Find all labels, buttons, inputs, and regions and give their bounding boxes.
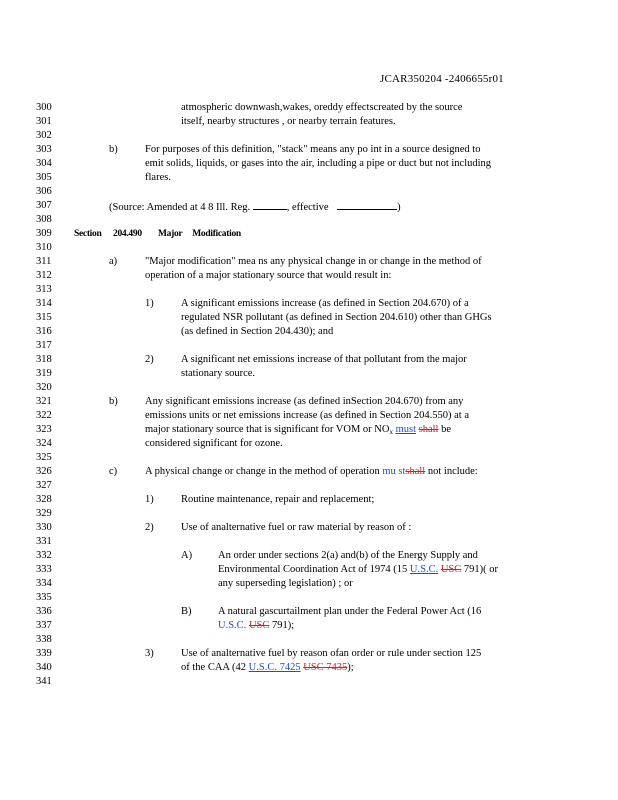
line-text: stationary source.: [181, 368, 256, 379]
line-text: For purposes of this definition, "stack" means any po int in a source designed to: [145, 144, 481, 155]
text-line-323: [0, 423, 618, 437]
item-label: c): [109, 466, 118, 477]
line-text: Use of analternative fuel or raw material by reason of :: [181, 522, 412, 533]
line-number-text: 304: [36, 158, 52, 169]
line-number-text: 315: [36, 312, 52, 323]
line-text: Any significant emissions increase (as defined inSection 204.670) from any: [145, 396, 464, 407]
deleted-text: shall: [405, 466, 426, 477]
item-label: 2): [145, 522, 154, 533]
line-number: [0, 675, 618, 689]
section-heading: [0, 227, 618, 241]
text-line-303: [0, 143, 618, 157]
line-number-text: 333: [36, 564, 52, 575]
line-number-text: 323: [36, 424, 52, 435]
line-number: [0, 633, 618, 647]
line-text: regulated NSR pollutant (as defined in Section 204.610) other than GHGs: [181, 312, 492, 323]
text-line-326: [0, 465, 618, 479]
line-number-text: 306: [36, 186, 52, 197]
line-number-text: 325: [36, 452, 52, 463]
line-number: [0, 535, 618, 549]
line-number-text: 331: [36, 536, 52, 547]
line-number: [0, 129, 618, 143]
line-text: atmospheric downwash,wakes, oreddy effectscreated by the source: [181, 102, 463, 113]
line-number: [0, 213, 618, 227]
inserted-text: mu st: [382, 466, 406, 477]
text-line-333: [0, 563, 618, 577]
line-text: An order under sections 2(a) and(b) of the Energy Supply and: [218, 550, 478, 561]
line-number-text: 314: [36, 298, 52, 309]
line-number-text: 332: [36, 550, 52, 561]
text-line-311: [0, 255, 618, 269]
line-number: [0, 507, 618, 521]
line-number: [0, 479, 618, 493]
section-label: Section: [74, 229, 102, 239]
item-label: 2): [145, 354, 154, 365]
line-number-text: 310: [36, 242, 52, 253]
line-text-part: 791)( or: [463, 564, 499, 575]
deleted-text: shall: [418, 424, 439, 435]
line-number-text: 328: [36, 494, 52, 505]
line-number-text: 309: [36, 228, 52, 239]
line-number: [0, 591, 618, 605]
line-text: any superseding legislation) ; or: [218, 578, 353, 589]
text-line-301: [0, 115, 618, 129]
line-text-part: not include:: [427, 466, 478, 477]
line-number-text: 341: [36, 676, 52, 687]
line-text: emissions units or net emissions increase (as defined in Section 204.550) at a: [145, 410, 469, 421]
text-line-322: [0, 409, 618, 423]
line-text-part: major stationary source that is significant for VOM or NO: [145, 424, 390, 435]
line-number-text: 308: [36, 214, 52, 225]
line-number-text: 335: [36, 592, 52, 603]
text-line-318: [0, 353, 618, 367]
text-line-324: [0, 437, 618, 451]
line-text: operation of a major stationary source that would result in:: [145, 270, 392, 281]
line-number-text: 311: [36, 256, 52, 267]
inserted-text: must: [395, 424, 417, 435]
line-text: [145, 465, 478, 479]
source-note-effective: , effective: [286, 202, 329, 213]
line-number: [0, 185, 618, 199]
line-number-text: 320: [36, 382, 52, 393]
line-number-text: 307: [36, 200, 52, 211]
line-text: "Major modification" mea ns any physical change in or change in the method of: [145, 256, 482, 267]
line-number: [0, 283, 618, 297]
line-text: flares.: [145, 172, 171, 183]
line-number-text: 327: [36, 480, 52, 491]
register-blank: [253, 199, 287, 210]
line-number-text: 318: [36, 354, 52, 365]
line-number-text: 324: [36, 438, 52, 449]
line-number-text: 319: [36, 368, 52, 379]
text-line-340: [0, 661, 618, 675]
text-line-307: [0, 199, 618, 213]
section-number: 204.490: [113, 229, 142, 239]
line-text-part: of the CAA (42: [181, 662, 247, 673]
line-text: A natural gascurtailment plan under the Federal Power Act (16: [218, 606, 482, 617]
text-line-334: [0, 577, 618, 591]
text-line-330: [0, 521, 618, 535]
effective-date-blank: [337, 199, 397, 210]
source-note-text: (Source: Amended at 4 8 Ill. Reg.: [109, 202, 251, 213]
deleted-text: USC: [440, 564, 462, 575]
text-line-316: [0, 325, 618, 339]
item-label: 1): [145, 494, 154, 505]
line-text-part: );: [347, 662, 354, 673]
item-label: a): [109, 256, 118, 267]
line-text-part: A physical change or change in the method of operation: [145, 466, 380, 477]
line-number-text: 303: [36, 144, 52, 155]
deleted-text: USC 7435: [303, 662, 348, 673]
line-number-text: 301: [36, 116, 52, 127]
line-text: emit solids, liquids, or gases into the air, including a pipe or duct but not including: [145, 158, 492, 169]
line-number-text: 334: [36, 578, 52, 589]
item-label: A): [181, 550, 193, 561]
inserted-text: U.S.C.: [409, 564, 439, 575]
subscript-x: x: [389, 428, 393, 436]
line-text: [218, 619, 294, 633]
source-note: [109, 199, 401, 215]
line-number-text: 326: [36, 466, 52, 477]
line-number-text: 338: [36, 634, 52, 645]
line-number-text: 316: [36, 326, 52, 337]
item-label: B): [181, 606, 192, 617]
inserted-text: U.S.C.: [218, 620, 247, 631]
line-number-text: 330: [36, 522, 52, 533]
line-text-part: be: [441, 424, 452, 435]
text-line-328: [0, 493, 618, 507]
line-number-text: 305: [36, 172, 52, 183]
line-number-text: 300: [36, 102, 52, 113]
text-line-339: [0, 647, 618, 661]
line-number-text: 339: [36, 648, 52, 659]
item-label: b): [109, 396, 118, 407]
line-number-text: 312: [36, 270, 52, 281]
line-number: [0, 241, 618, 255]
line-number-text: 329: [36, 508, 52, 519]
line-text-part: 791);: [272, 620, 295, 631]
text-line-304: [0, 157, 618, 171]
line-text: itself, nearby structures , or nearby terrain features.: [181, 116, 396, 127]
line-number-text: 321: [36, 396, 52, 407]
item-label: 1): [145, 298, 154, 309]
line-text: (as defined in Section 204.430); and: [181, 326, 334, 337]
line-number-text: 302: [36, 130, 52, 141]
deleted-text: USC: [248, 620, 270, 631]
document-header: JCAR350204 -2406655r01: [380, 73, 504, 85]
line-number-text: 313: [36, 284, 52, 295]
text-line-321: [0, 395, 618, 409]
section-title: Major Modification: [158, 229, 241, 239]
line-number-text: 340: [36, 662, 52, 673]
line-number-text: 317: [36, 340, 52, 351]
line-number: [0, 451, 618, 465]
text-line-300: [0, 101, 618, 115]
text-line-319: [0, 367, 618, 381]
line-text-part: Environmental Coordination Act of 1974 (15: [218, 564, 408, 575]
text-line-315: [0, 311, 618, 325]
text-line-305: [0, 171, 618, 185]
line-number: [0, 381, 618, 395]
line-text: Routine maintenance, repair and replacement;: [181, 494, 375, 505]
line-text: considered significant for ozone.: [145, 438, 283, 449]
text-line-337: [0, 619, 618, 633]
text-line-312: [0, 269, 618, 283]
text-line-336: [0, 605, 618, 619]
line-number-text: 336: [36, 606, 52, 617]
text-line-332: [0, 549, 618, 563]
line-text: A significant net emissions increase of that pollutant from the major: [181, 354, 467, 365]
line-number: [0, 339, 618, 353]
line-number-text: 322: [36, 410, 52, 421]
line-text: A significant emissions increase (as defined in Section 204.670) of a: [181, 298, 469, 309]
inserted-text: U.S.C. 7425: [248, 662, 301, 673]
text-line-314: [0, 297, 618, 311]
source-note-close: ): [397, 202, 401, 213]
item-label: 3): [145, 648, 154, 659]
line-number-text: 337: [36, 620, 52, 631]
line-text: [181, 661, 354, 675]
item-label: b): [109, 144, 118, 155]
line-text: Use of analternative fuel by reason ofan order or rule under section 125: [181, 648, 482, 659]
line-text: [218, 563, 498, 577]
